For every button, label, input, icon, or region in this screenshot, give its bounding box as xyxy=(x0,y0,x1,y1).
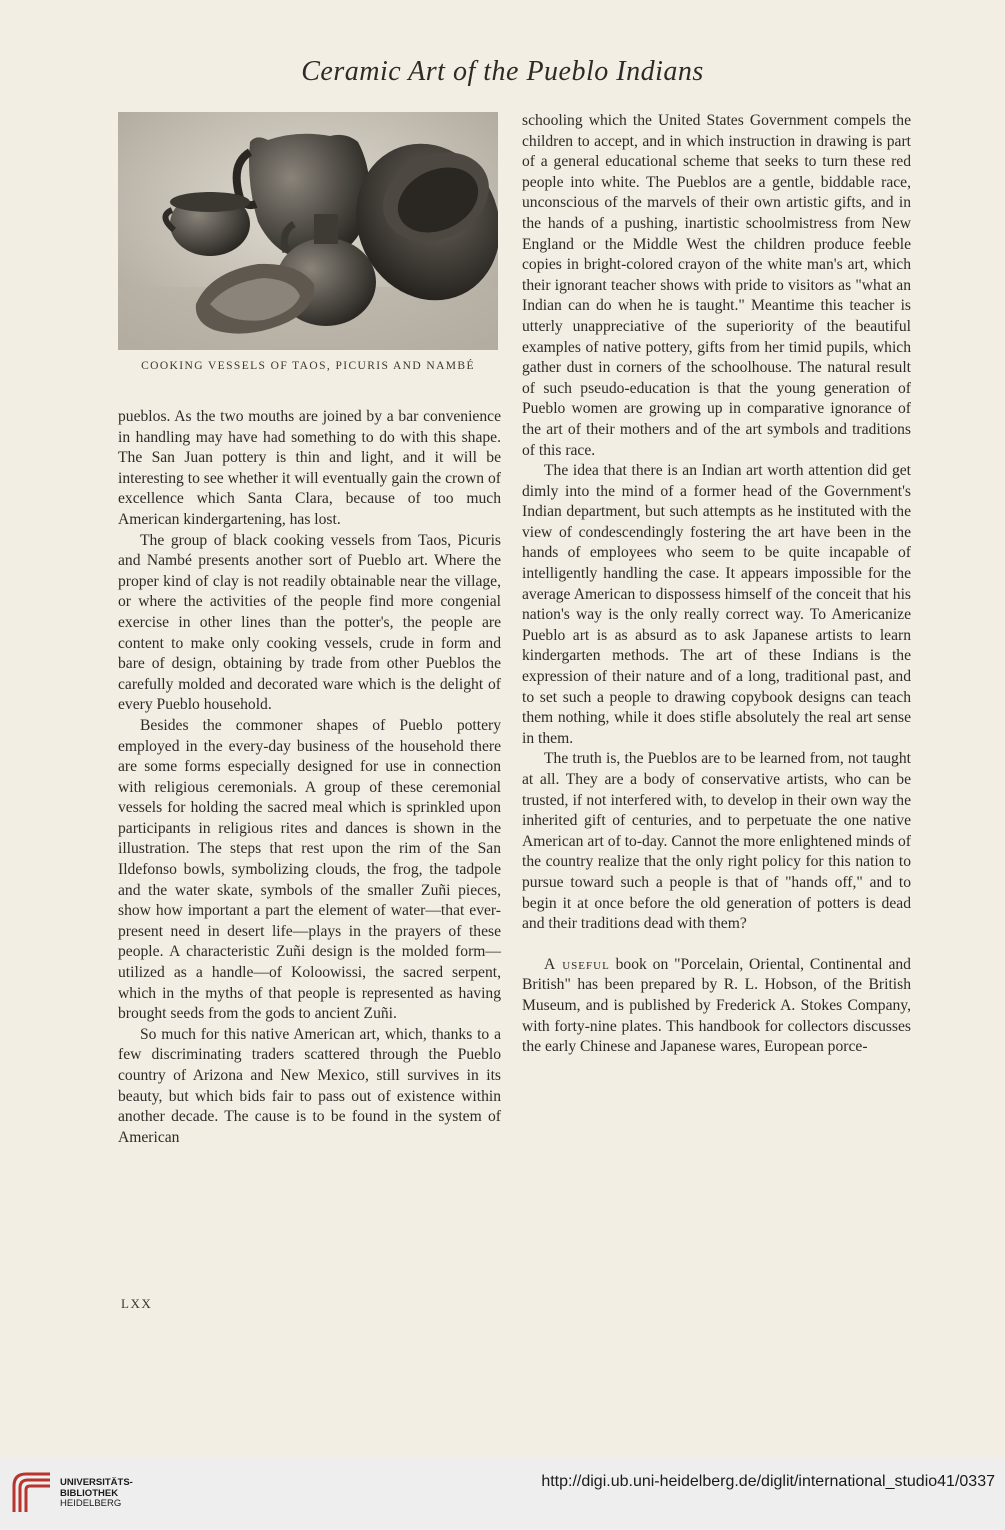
review-paragraph xyxy=(522,955,911,1058)
viewer-footer xyxy=(0,1458,1005,1530)
permalink-url[interactable]: http://digi.ub.uni-heidelberg.de/diglit/international_studio41/0337 xyxy=(541,1473,995,1490)
pottery-photograph xyxy=(118,112,498,350)
right-column xyxy=(522,111,911,1058)
running-head: Ceramic Art of the Pueblo Indians xyxy=(301,56,704,87)
paragraph: The idea that there is an Indian art worth attention did get dimly into the mind of a former head of the Government's Indian department, but such attempts as he instituted with the view of condescendingly fostering the art have been in the hands of employees who seem to be quite incapable of intelligently handling the case. It appears impossible for the average American to dispossess himself of the conceit that his nation's way is the only really correct way. To Americanize Pueblo art is as absurd as to ask Japanese artists to learn kindergarten methods. The art of these Indians is the expression of their nature and of a long, traditional past, and to set such a people to drawing copybook designs can teach them nothing, while it does stifle absolutely the real art sense in them. xyxy=(522,462,911,747)
page-number: LXX xyxy=(121,1296,153,1311)
paragraph: The group of black cooking vessels from Taos, Picuris and Nambé presents another sort of Pueblo art. Where the proper kind of clay is not readily obtainable near the village, or where the activities of the people find more congenial exercise in other lines than the potter's, the people are content to make only cooking vessels, crude in form and bare of design, obtaining by trade from other Pueblos the carefully molded and decorated ware which is the delight of every Pueblo household. xyxy=(118,531,501,714)
figure-caption: COOKING VESSELS OF TAOS, PICURIS AND NAMBÉ xyxy=(141,360,475,372)
paragraph-text: book on "Porcelain, Oriental, Continental and British" has been prepared by R. L. Hobson, of the British Museum, and is published by Frederick A. Stokes Company, with forty-nine plates. This handbook for collectors discusses the early Chinese and Japanese wares, European porce- xyxy=(522,955,911,1056)
lead-in: A useful xyxy=(544,955,610,973)
paragraph: pueblos. As the two mouths are joined by a bar convenience in handling may have had something to do with this shape. The San Juan pottery is thin and light, and it will be interesting to see whether it will eventually gain the crown of excellence which Santa Clara, because of too much American kindergartening, has lost. xyxy=(118,408,501,528)
library-logo-icon xyxy=(10,1468,54,1521)
paragraph: schooling which the United States Government compels the children to accept, and in which instruction in drawing is part of a general educational scheme that seeks to turn these red people into white. The Pueblos are a gentle, biddable race, unconscious of the marvels of their own artistic gifts, and in the hands of a pushing, inartistic schoolmistress from New England or the Middle West the children produce feeble copies in bright-colored crayon of the white man's art, which their ignorant teacher shows with pride to visitors as "what an Indian can do when he is taught." Meantime this teacher is utterly unappreciative of the superiority of the beautiful examples of native pottery, gifts from her timid pupils, which gather dust in corners of the schoolhouse. The natural result of such pseudo-education is that the young generation of Pueblo women are growing up in comparative ignorance of the art of their mothers and of the art symbols and traditions of this race. xyxy=(522,112,911,459)
paragraph: Besides the commoner shapes of Pueblo pottery employed in the every-day business of the household there are some forms especially designed for use in connection with religious ceremonials. A group of these ceremonial vessels for holding the sacred meal which is sprinkled upon participants in religious rites and dances is shown in the illustration. The steps that rest upon the rim of the San Ildefonso bowls, symbolizing clouds, the frog, the tadpole and the water skate, symbols of the smaller Zuñi pieces, show how important a part the element of water—that ever-present need in desert life—plays in the prayers of these people. A characteristic Zuñi design is the molded form—utilized as a handle—of Koloowissi, the sacred serpent, which in the myths of that people is represented as having brought seeds from the gods to ancient Zuñi. xyxy=(118,716,501,1023)
left-column xyxy=(118,407,501,1148)
paragraph: So much for this native American art, which, thanks to a few discriminating traders scattered through the Pueblo country of Arizona and New Mexico, still survives in its beauty, but which bids fair to pass out of existence within another decade. The cause is to be found in the system of American xyxy=(118,1025,501,1146)
paragraph: The truth is, the Pueblos are to be learned from, not taught at all. They are a body of conservative artists, who can be trusted, if not interfered with, to develop in their own way the inherited gift of centuries, and to perpetuate the one native American art of to-day. Cannot the more enlightened minds of the country realize that the only right policy for this nation to pursue toward such a people is that of "hands off," and to begin it at once before the old generation of potters is dead and their traditions dead with them? xyxy=(522,750,911,933)
library-name: UNIVERSITÄTS- BIBLIOTHEK HEIDELBERG xyxy=(60,1477,133,1509)
